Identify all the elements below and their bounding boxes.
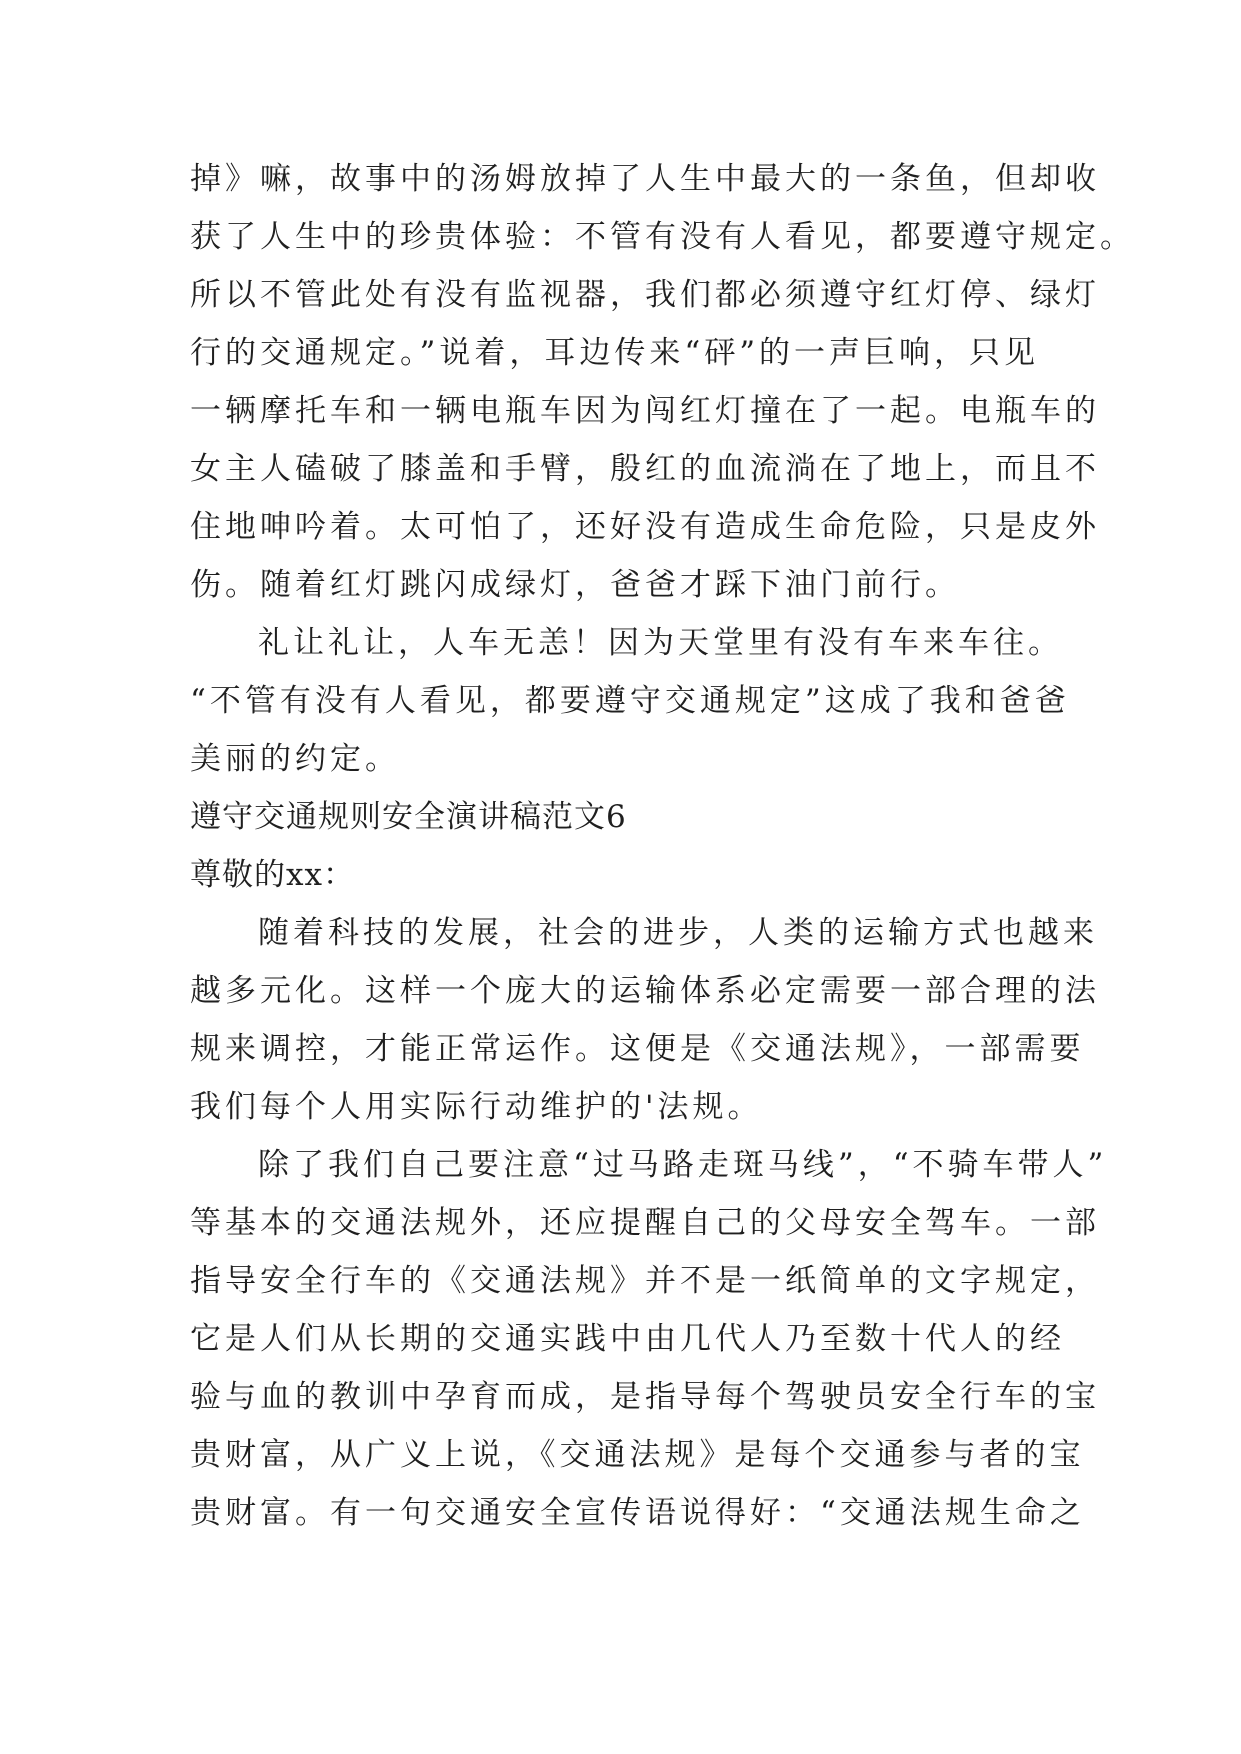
text-line: 随着科技的发展，社会的进步，人类的运输方式也越来 — [258, 915, 1098, 951]
text-line: 礼让礼让，人车无恙！因为天堂里有没有车来车往。 — [258, 625, 1063, 661]
text-line: 除了我们自己要注意“过马路走斑马线”，“不骑车带人” — [258, 1147, 1108, 1183]
text-line: 美丽的约定。 — [190, 741, 400, 777]
text-line: 掉》嘛，故事中的汤姆放掉了人生中最大的一条鱼，但却收 — [190, 161, 1100, 197]
text-line: 所以不管此处有没有监视器，我们都必须遵守红灯停、绿灯 — [190, 277, 1100, 313]
text-line: 规来调控，才能正常运作。这便是《交通法规》，一部需要 — [190, 1031, 1085, 1067]
text-line: 一辆摩托车和一辆电瓶车因为闯红灯撞在了一起。电瓶车的 — [190, 393, 1100, 429]
document-page — [190, 150, 1135, 1542]
text-line: 获了人生中的珍贵体验：不管有没有人看见，都要遵守规定。 — [190, 219, 1135, 255]
text-line: 指导安全行车的《交通法规》并不是一纸简单的文字规定， — [190, 1263, 1100, 1299]
text-line: 行的交通规定。”说着，耳边传来“砰”的一声巨响，只见 — [190, 335, 1040, 371]
text-line: 我们每个人用实际行动维护的'法规。 — [190, 1089, 763, 1125]
section-heading: 尊敬的xx： — [190, 857, 355, 893]
text-line: 等基本的交通法规外，还应提醒自己的父母安全驾车。一部 — [190, 1205, 1100, 1241]
text-line: 女主人磕破了膝盖和手臂，殷红的血流淌在了地上，而且不 — [190, 451, 1100, 487]
text-line: 它是人们从长期的交通实践中由几代人乃至数十代人的经 — [190, 1321, 1065, 1357]
text-line: 越多元化。这样一个庞大的运输体系必定需要一部合理的法 — [190, 973, 1100, 1009]
text-line: “不管有没有人看见，都要遵守交通规定”这成了我和爸爸 — [190, 683, 1070, 719]
text-line: 住地呻吟着。太可怕了，还好没有造成生命危险，只是皮外 — [190, 509, 1100, 545]
text-line: 贵财富，从广义上说，《交通法规》是每个交通参与者的宝 — [190, 1437, 1085, 1473]
text-line: 伤。随着红灯跳闪成绿灯，爸爸才踩下油门前行。 — [190, 567, 960, 603]
text-line: 贵财富。有一句交通安全宣传语说得好：“交通法规生命之 — [190, 1495, 1085, 1531]
section-heading: 遵守交通规则安全演讲稿范文6 — [190, 799, 627, 835]
text-line: 验与血的教训中孕育而成，是指导每个驾驶员安全行车的宝 — [190, 1379, 1100, 1415]
